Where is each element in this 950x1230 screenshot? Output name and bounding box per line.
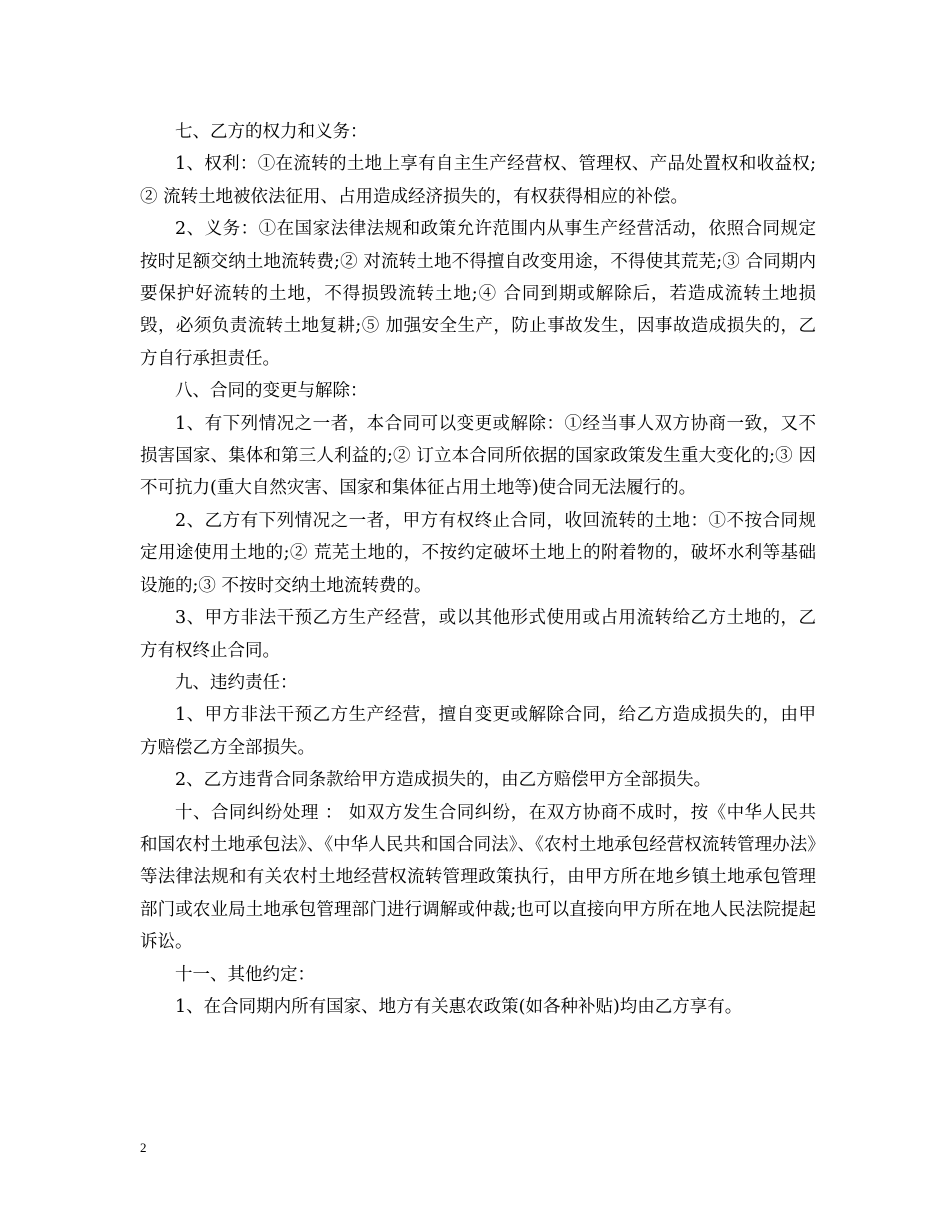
section-heading-eleven: 十一、其他约定： <box>175 964 315 985</box>
paragraph-change-termination-3: 3、甲方非法干预乙方生产经营，或以其他形式使用或占用流转给乙方土地的，乙方有权终止合同。 <box>140 608 816 661</box>
section-heading-eight: 八、合同的变更与解除： <box>175 381 368 402</box>
paragraph-rights: 1、权利：①在流转的土地上享有自主生产经营权、管理权、产品处置权和收益权;② 流转土地被依法征用、占用造成经济损失的，有权获得相应的补偿。 <box>140 154 816 207</box>
section-heading-nine: 九、违约责任： <box>175 672 298 693</box>
section-heading-seven: 七、乙方的权力和义务： <box>175 122 368 142</box>
paragraph-obligations: 2、义务：①在国家法律法规和政策允许范围内从事生产经营活动，依照合同规定按时足额交纳土地流转费;② 对流转土地不得擅自改变用途，不得使其荒芜;③ 合同期内要保护好流转的土地，不得损毁流转土地;④ 合同到期或解除后，若造成流转土地损毁，必须负责流转土地复耕;⑤ 加强安全生产，防止事故发生，因事故造成损失的，乙方自行承担责任。 <box>140 219 816 369</box>
paragraph-dispute-resolution: 十、合同纠纷处理 ： 如双方发生合同纠纷，在双方协商不成时，按《中华人民共和国农村土地承包法》、《中华人民共和国合同法》、《农村土地承包经营权流转管理办法》等法律法规和有关农村土地经营权流转管理政策执行，由甲方所在地乡镇土地承包管理部门或农业局土地承包管理部门进行调解或仲裁;也可以直接向甲方所在地人民法院提起诉讼。 <box>140 802 816 953</box>
paragraph-other-terms-1: 1、在合同期内所有国家、地方有关惠农政策(如各种补贴)均由乙方享有。 <box>175 996 743 1017</box>
document-body <box>140 116 816 1023</box>
paragraph-change-termination-1: 1、有下列情况之一者，本合同可以变更或解除：①经当事人双方协商一致，又不损害国家、集体和第三人利益的;② 订立本合同所依据的国家政策发生重大变化的;③ 因不可抗力(重大自然灾害、国家和集体征占用土地等)使合同无法履行的。 <box>140 413 816 499</box>
page-number: 2 <box>140 1140 147 1155</box>
paragraph-liability-2: 2、乙方违背合同条款给甲方造成损失的，由乙方赔偿甲方全部损失。 <box>175 770 712 791</box>
paragraph-liability-1: 1、甲方非法干预乙方生产经营，擅自变更或解除合同，给乙方造成损失的，由甲方赔偿乙方全部损失。 <box>140 705 816 758</box>
paragraph-change-termination-2: 2、乙方有下列情况之一者，甲方有权终止合同，收回流转的土地：①不按合同规定用途使用土地的;② 荒芜土地的，不按约定破坏土地上的附着物的，破坏水利等基础设施的;③ 不按时交纳土地流转费的。 <box>140 510 816 596</box>
